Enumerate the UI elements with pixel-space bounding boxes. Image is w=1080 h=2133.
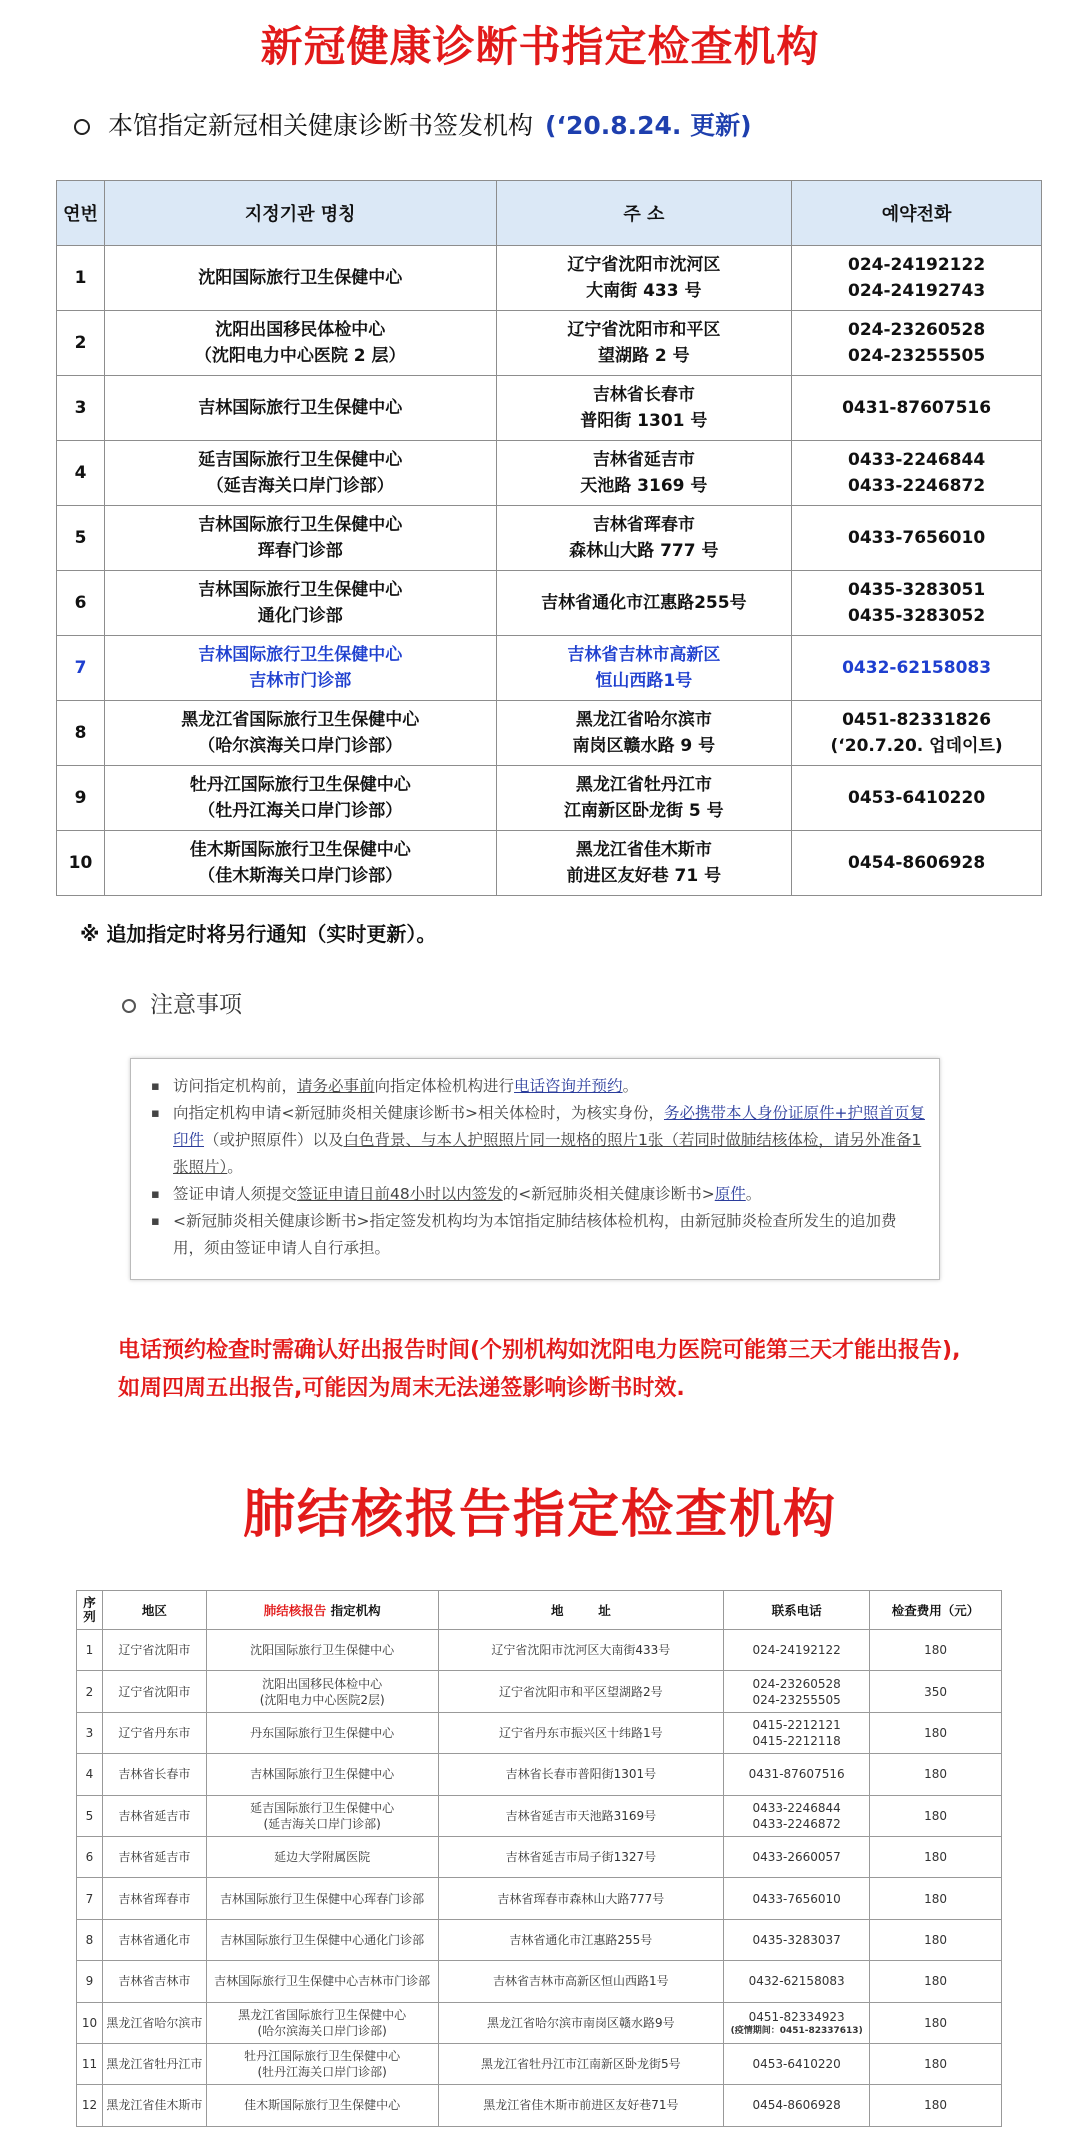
cell-address: 黑龙江省哈尔滨市 南岗区赣水路 9 号: [496, 701, 792, 766]
cell-no: 2: [77, 1671, 103, 1712]
table-row: [77, 1630, 1002, 1671]
table-row: [57, 701, 1042, 766]
cell-no: 8: [57, 701, 105, 766]
cell-fee: 180: [870, 1795, 1002, 1836]
cell-address: 辽宁省沈阳市沈河区 大南街 433 号: [496, 246, 792, 311]
cell-name: 佳木斯国际旅行卫生保健中心 （佳木斯海关口岸门诊部）: [104, 831, 496, 896]
cell-name: 黑龙江省国际旅行卫生保健中心 （哈尔滨海关口岸门诊部）: [104, 701, 496, 766]
cell-phone: 0433-2246844 0433-2246872: [724, 1795, 870, 1836]
table-row: [77, 2085, 1002, 2126]
cell-no: 1: [77, 1630, 103, 1671]
cell-phone: 0435-3283037: [724, 1919, 870, 1960]
cell-name: 牡丹江国际旅行卫生保健中心 （牡丹江海关口岸门诊部）: [104, 766, 496, 831]
cell-fee: 180: [870, 1836, 1002, 1877]
col-header-no: 序 列: [77, 1591, 103, 1630]
cell-no: 5: [57, 506, 105, 571]
notice-item: ▪ 签证申请人须提交签证申请日前48小时以内签发的<新冠肺炎相关健康诊断书>原件。: [149, 1181, 925, 1208]
cell-institution: 延吉国际旅行卫生保健中心 (延吉海关口岸门诊部): [206, 1795, 438, 1836]
cell-address: 辽宁省沈阳市和平区望湖路2号: [438, 1671, 724, 1712]
table-row: [77, 2043, 1002, 2084]
cell-institution: 沈阳国际旅行卫生保健中心: [206, 1630, 438, 1671]
cell-no: 10: [77, 2002, 103, 2043]
table-row: [57, 311, 1042, 376]
subheading-text: 本馆指定新冠相关健康诊断书签发机构: [108, 111, 534, 140]
col-header-no: 연번: [57, 181, 105, 246]
footnote: ※ 追加指定时将另行通知（实时更新）。: [80, 922, 437, 946]
cell-address: 吉林省珲春市森林山大路777号: [438, 1878, 724, 1919]
cell-no: 3: [77, 1712, 103, 1753]
section-subheading: [74, 106, 752, 142]
cell-no: 8: [77, 1919, 103, 1960]
cell-address: 吉林省通化市江惠路255号: [496, 571, 792, 636]
table-header-row: [77, 1591, 1002, 1630]
cell-fee: 180: [870, 2085, 1002, 2126]
cell-phone: 0415-2212121 0415-2212118: [724, 1712, 870, 1753]
cell-no: 1: [57, 246, 105, 311]
cell-address: 吉林省延吉市天池路3169号: [438, 1795, 724, 1836]
cell-region: 辽宁省丹东市: [102, 1712, 206, 1753]
cell-institution: 吉林国际旅行卫生保健中心通化门诊部: [206, 1919, 438, 1960]
cell-fee: 180: [870, 2002, 1002, 2043]
cell-region: 黑龙江省佳木斯市: [102, 2085, 206, 2126]
cell-address: 黑龙江省牡丹江市江南新区卧龙街5号: [438, 2043, 724, 2084]
cell-institution: 佳木斯国际旅行卫生保健中心: [206, 2085, 438, 2126]
table-row: [77, 1712, 1002, 1753]
cell-name: 延吉国际旅行卫生保健中心 （延吉海关口岸门诊部）: [104, 441, 496, 506]
table-row: [57, 831, 1042, 896]
cell-no: 9: [57, 766, 105, 831]
cell-address: 吉林省通化市江惠路255号: [438, 1919, 724, 1960]
table-row: [57, 441, 1042, 506]
cell-address: 黑龙江省佳木斯市前进区友好巷71号: [438, 2085, 724, 2126]
cell-no: 11: [77, 2043, 103, 2084]
table-row: [77, 1795, 1002, 1836]
notice-heading: [122, 986, 242, 1019]
cell-phone: 0454-8606928: [792, 831, 1042, 896]
table-row: [77, 1919, 1002, 1960]
cell-fee: 180: [870, 1878, 1002, 1919]
cell-no: 7: [57, 636, 105, 701]
cell-institution: 吉林国际旅行卫生保健中心: [206, 1754, 438, 1795]
cell-phone: 024-23260528 024-23255505: [724, 1671, 870, 1712]
covid-institutions-table: [56, 180, 1042, 896]
cell-address: 吉林省延吉市 天池路 3169 号: [496, 441, 792, 506]
cell-address: 黑龙江省哈尔滨市南岗区赣水路9号: [438, 2002, 724, 2043]
phone-epidemic: (疫情期间：0451-82337613): [730, 2025, 863, 2036]
cell-no: 6: [77, 1836, 103, 1877]
table-row: [57, 766, 1042, 831]
table-row: [57, 246, 1042, 311]
cell-name: 沈阳出国移民体检中心 （沈阳电力中心医院 2 层）: [104, 311, 496, 376]
cell-no: 5: [77, 1795, 103, 1836]
section-title-tb: 肺结核报告指定检查机构: [242, 1485, 837, 1545]
cell-address: 黑龙江省佳木斯市 前进区友好巷 71 号: [496, 831, 792, 896]
cell-institution: 延边大学附属医院: [206, 1836, 438, 1877]
cell-institution: 吉林国际旅行卫生保健中心珲春门诊部: [206, 1878, 438, 1919]
cell-phone: 0435-3283051 0435-3283052: [792, 571, 1042, 636]
phone-main: 0451-82334923: [748, 2009, 845, 2024]
cell-phone: 0433-7656010: [724, 1878, 870, 1919]
cell-phone: 0433-2246844 0433-2246872: [792, 441, 1042, 506]
cell-region: 吉林省延吉市: [102, 1795, 206, 1836]
cell-phone: 0432-62158083: [792, 636, 1042, 701]
table-row: [77, 1878, 1002, 1919]
cell-region: 吉林省珲春市: [102, 1878, 206, 1919]
cell-address: 辽宁省沈阳市和平区 望湖路 2 号: [496, 311, 792, 376]
cell-region: 吉林省长春市: [102, 1754, 206, 1795]
circle-bullet-icon: [74, 119, 90, 135]
cell-fee: 180: [870, 1919, 1002, 1960]
cell-fee: 180: [870, 1712, 1002, 1753]
cell-address: 辽宁省沈阳市沈河区大南街433号: [438, 1630, 724, 1671]
notice-heading-text: 注意事项: [150, 992, 242, 1018]
page-title: 新冠健康诊断书指定检查机构: [260, 22, 820, 71]
cell-phone: [724, 2002, 870, 2043]
table-row: [77, 1754, 1002, 1795]
cell-phone: 0433-2660057: [724, 1836, 870, 1877]
col-header-phone: 联系电话: [724, 1591, 870, 1630]
cell-no: 10: [57, 831, 105, 896]
cell-fee: 180: [870, 2043, 1002, 2084]
cell-phone: 0451-82331826 (‘20.7.20. 업데이트): [792, 701, 1042, 766]
cell-region: 吉林省延吉市: [102, 1836, 206, 1877]
cell-institution: 牡丹江国际旅行卫生保健中心 (牡丹江海关口岸门诊部): [206, 2043, 438, 2084]
col-header-name: 지정기관 명칭: [104, 181, 496, 246]
tb-institutions-table: [76, 1590, 1002, 2127]
cell-phone: 0453-6410220: [792, 766, 1042, 831]
circle-bullet-icon: [122, 999, 136, 1013]
cell-phone: 0431-87607516: [792, 376, 1042, 441]
cell-region: 黑龙江省哈尔滨市: [102, 2002, 206, 2043]
cell-address: 辽宁省丹东市振兴区十纬路1号: [438, 1712, 724, 1753]
cell-region: 吉林省通化市: [102, 1919, 206, 1960]
col-header-fee: 检查费用（元）: [870, 1591, 1002, 1630]
cell-address: 吉林省延吉市局子街1327号: [438, 1836, 724, 1877]
table-row: [77, 1836, 1002, 1877]
cell-no: 6: [57, 571, 105, 636]
col-header-phone: 예약전화: [792, 181, 1042, 246]
cell-address: 吉林省吉林市高新区 恒山西路1号: [496, 636, 792, 701]
cell-institution: 黑龙江省国际旅行卫生保健中心 (哈尔滨海关口岸门诊部): [206, 2002, 438, 2043]
cell-no: 4: [77, 1754, 103, 1795]
cell-address: 吉林省吉林市高新区恒山西路1号: [438, 1961, 724, 2002]
cell-no: 3: [57, 376, 105, 441]
table-row: [77, 1671, 1002, 1712]
cell-region: 黑龙江省牡丹江市: [102, 2043, 206, 2084]
cell-address: 吉林省长春市普阳街1301号: [438, 1754, 724, 1795]
cell-phone: 0431-87607516: [724, 1754, 870, 1795]
cell-no: 9: [77, 1961, 103, 2002]
cell-fee: 180: [870, 1961, 1002, 2002]
cell-phone: 0453-6410220: [724, 2043, 870, 2084]
cell-phone: 024-24192122: [724, 1630, 870, 1671]
cell-institution: 沈阳出国移民体检中心 (沈阳电力中心医院2层): [206, 1671, 438, 1712]
notice-item: ▪ 访问指定机构前，请务必事前向指定体检机构进行电话咨询并预约。: [149, 1073, 925, 1100]
cell-address: 吉林省长春市 普阳街 1301 号: [496, 376, 792, 441]
cell-address: 黑龙江省牡丹江市 江南新区卧龙街 5 号: [496, 766, 792, 831]
table-row: [77, 2002, 1002, 2043]
col-header-institution: 肺结核报告 指定机构: [206, 1591, 438, 1630]
cell-phone: 024-23260528 024-23255505: [792, 311, 1042, 376]
cell-no: 7: [77, 1878, 103, 1919]
table-row: [57, 376, 1042, 441]
cell-region: 辽宁省沈阳市: [102, 1671, 206, 1712]
cell-address: 吉林省珲春市 森林山大路 777 号: [496, 506, 792, 571]
table-row: [57, 506, 1042, 571]
cell-name: 吉林国际旅行卫生保健中心 珲春门诊部: [104, 506, 496, 571]
cell-region: 吉林省吉林市: [102, 1961, 206, 2002]
cell-fee: 350: [870, 1671, 1002, 1712]
table-header-row: [57, 181, 1042, 246]
notice-box: [130, 1058, 940, 1280]
cell-name: 吉林国际旅行卫生保健中心 吉林市门诊部: [104, 636, 496, 701]
col-header-region: 地区: [102, 1591, 206, 1630]
table-row: [77, 1961, 1002, 2002]
cell-institution: 吉林国际旅行卫生保健中心吉林市门诊部: [206, 1961, 438, 2002]
cell-phone: 0433-7656010: [792, 506, 1042, 571]
table-row: [57, 571, 1042, 636]
table-row: [57, 636, 1042, 701]
col-header-address: 地 址: [438, 1591, 724, 1630]
col-header-address: 주 소: [496, 181, 792, 246]
cell-no: 4: [57, 441, 105, 506]
cell-name: 吉林国际旅行卫生保健中心: [104, 376, 496, 441]
cell-name: 沈阳国际旅行卫生保健中心: [104, 246, 496, 311]
warning-note: 电话预约检查时需确认好出报告时间(个别机构如沈阳电力医院可能第三天才能出报告),如周四周五出报告,可能因为周末无法递签影响诊断书时效.: [118, 1338, 961, 1401]
cell-no: 12: [77, 2085, 103, 2126]
cell-phone: 0454-8606928: [724, 2085, 870, 2126]
cell-institution: 丹东国际旅行卫生保健中心: [206, 1712, 438, 1753]
cell-name: 吉林国际旅行卫生保健中心 通化门诊部: [104, 571, 496, 636]
cell-region: 辽宁省沈阳市: [102, 1630, 206, 1671]
notice-item: ▪ <新冠肺炎相关健康诊断书>指定签发机构均为本馆指定肺结核体检机构，由新冠肺炎检查所发生的追加费用，须由签证申请人自行承担。: [149, 1208, 925, 1262]
cell-no: 2: [57, 311, 105, 376]
cell-phone: 024-24192122 024-24192743: [792, 246, 1042, 311]
notice-item: ▪ 向指定机构申请<新冠肺炎相关健康诊断书>相关体检时，为核实身份，务必携带本人身份证原件+护照首页复印件（或护照原件）以及白色背景、与本人护照照片同一规格的照片1张（若同时做肺结核体检，请另外准备1张照片）。: [149, 1100, 925, 1181]
cell-fee: 180: [870, 1630, 1002, 1671]
cell-phone: 0432-62158083: [724, 1961, 870, 2002]
update-date: (‘20.8.24. 更新): [545, 111, 752, 140]
cell-fee: 180: [870, 1754, 1002, 1795]
